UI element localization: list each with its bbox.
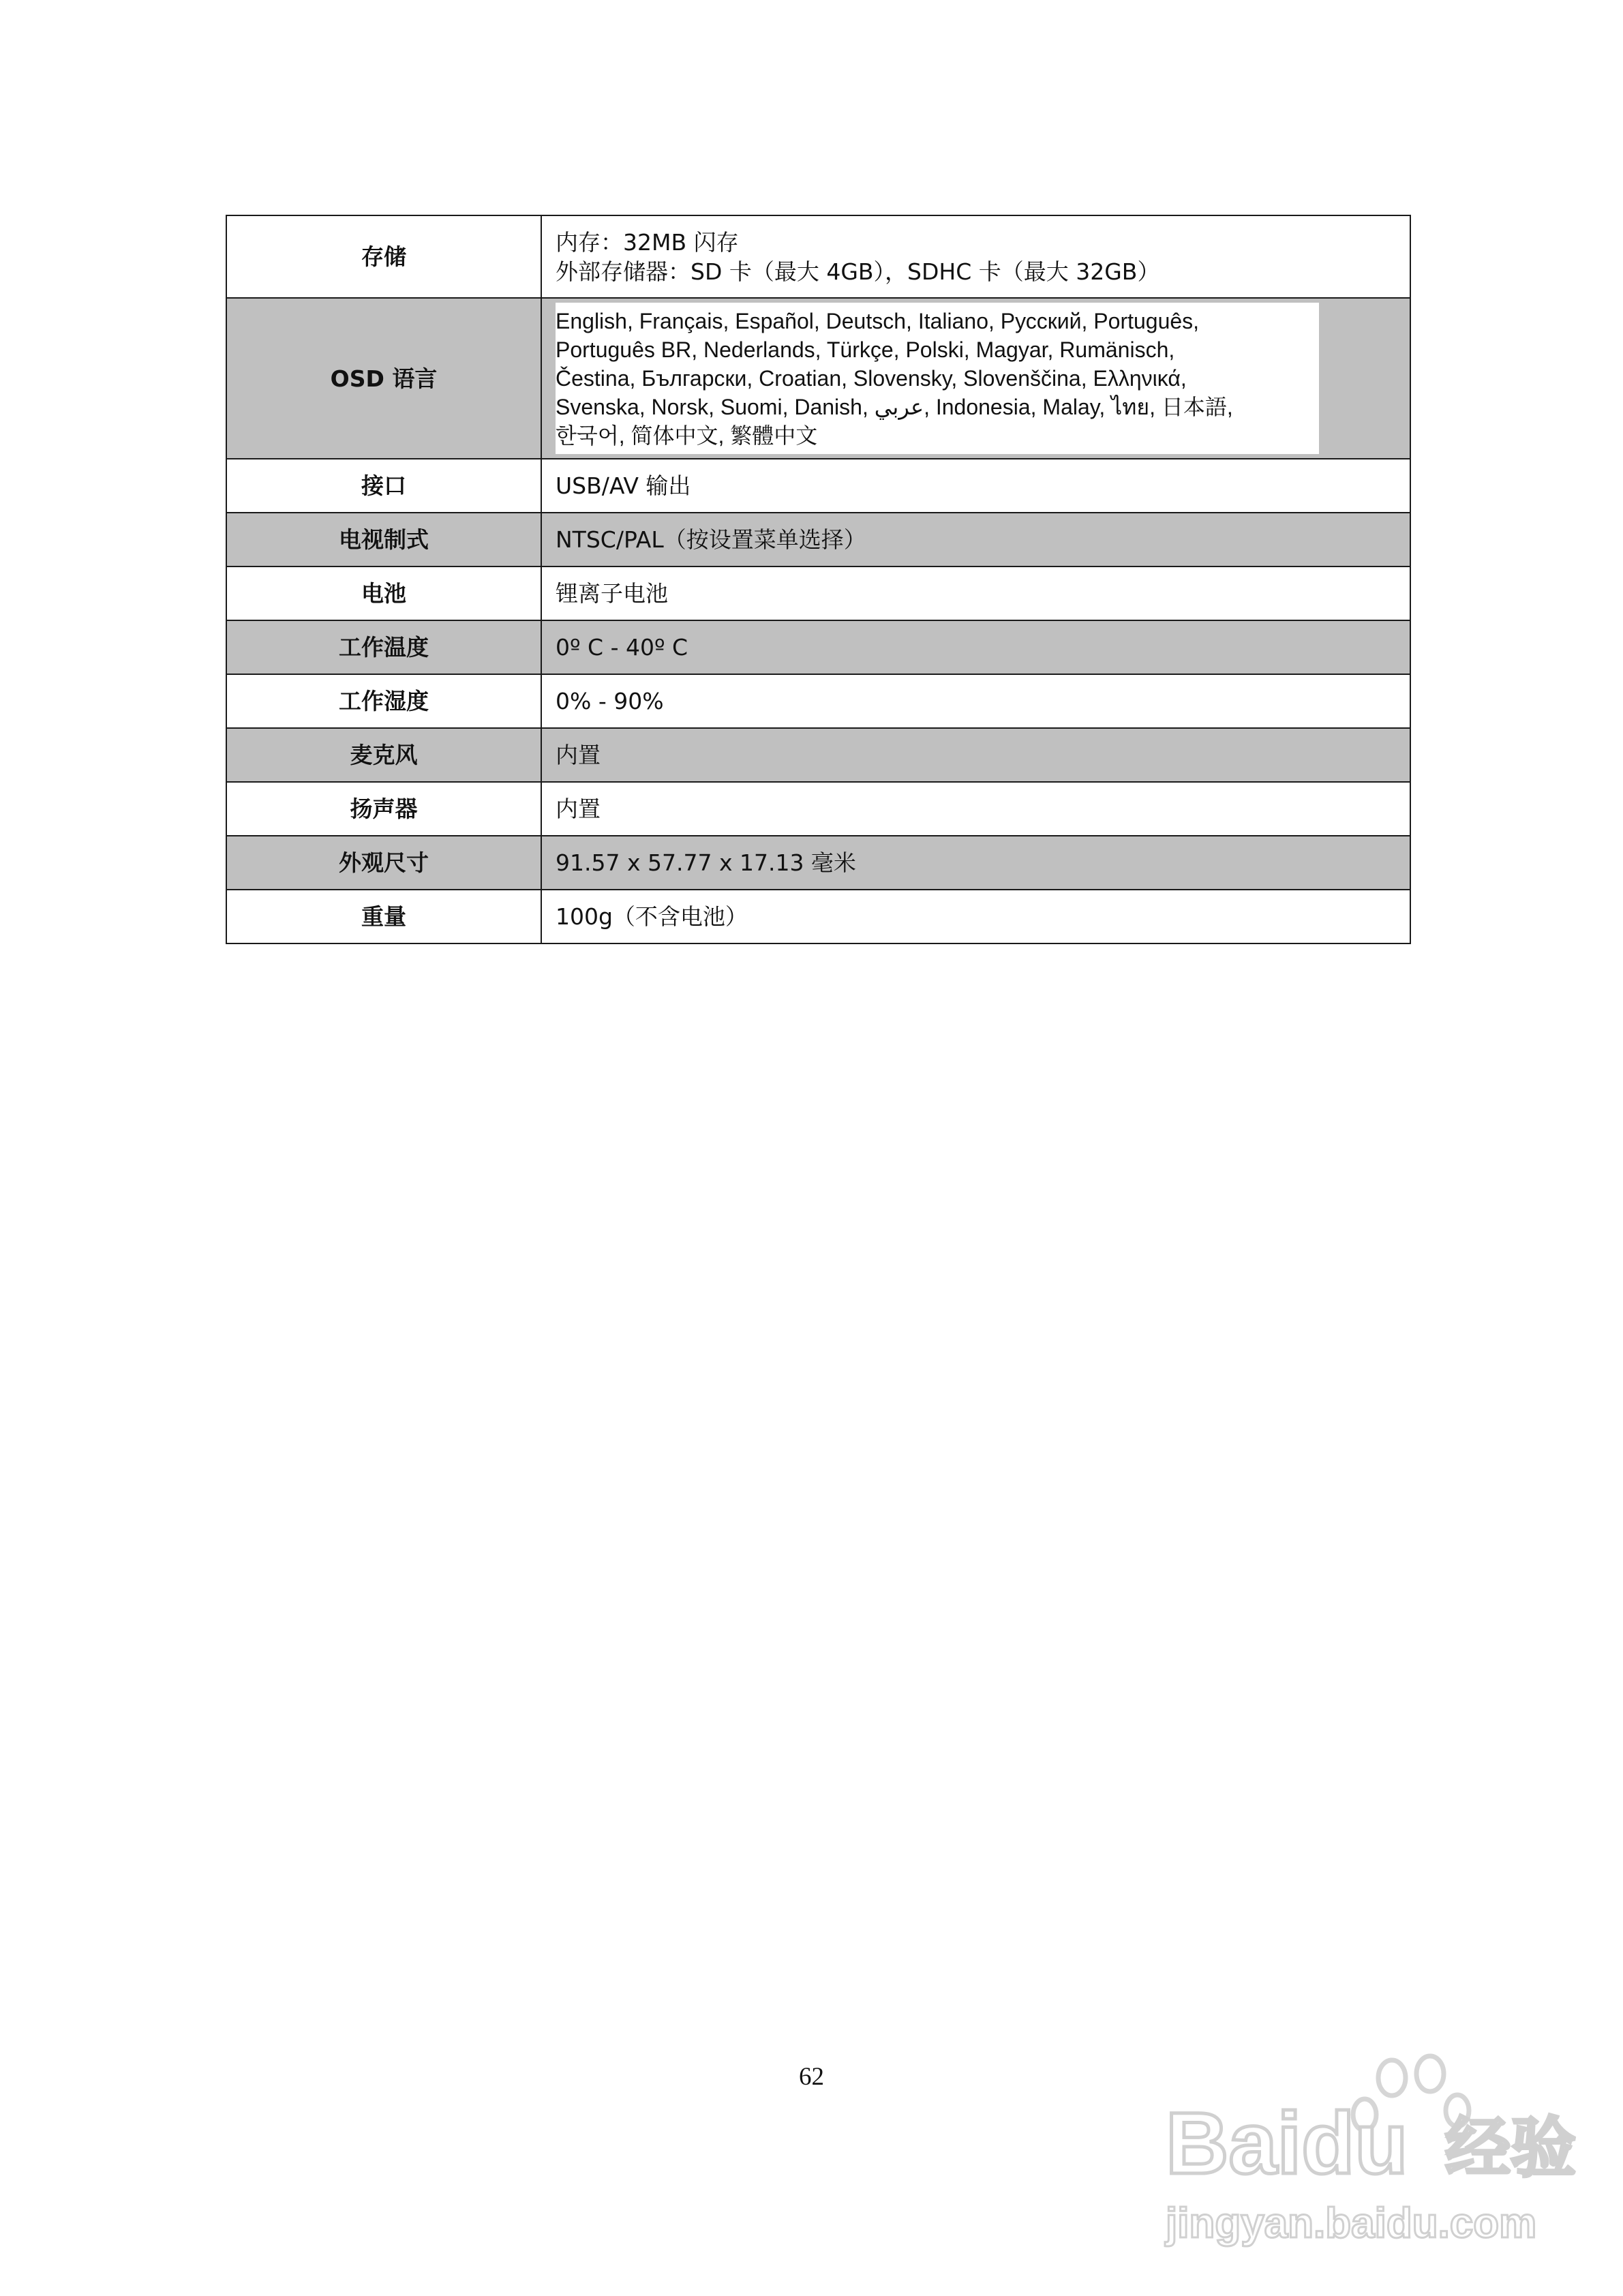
row-label: 工作湿度 xyxy=(226,674,541,728)
row-label: 麦克风 xyxy=(226,728,541,782)
page-number: 62 xyxy=(799,2063,824,2091)
baidu-jingyan-watermark xyxy=(1152,2052,1588,2270)
row-value: 0% - 90% xyxy=(541,674,1410,728)
language-line: English, Français, Español, Deutsch, Italiano, Русский, Português, xyxy=(556,309,1200,333)
table-row-microphone xyxy=(226,728,1410,782)
row-value: 内置 xyxy=(541,782,1410,836)
row-value: 100g（不含电池） xyxy=(541,890,1410,943)
table-row-storage xyxy=(226,215,1410,298)
row-label: 接口 xyxy=(226,459,541,513)
row-value: 0º C - 40º C xyxy=(541,620,1410,674)
row-value: USB/AV 输出 xyxy=(541,459,1410,513)
row-label: 扬声器 xyxy=(226,782,541,836)
row-value: NTSC/PAL（按设置菜单选择） xyxy=(541,513,1410,567)
spec-table xyxy=(226,215,1411,944)
row-value: 内置 xyxy=(541,728,1410,782)
value-line: 外部存储器：SD 卡（最大 4GB），SDHC 卡（最大 32GB） xyxy=(556,258,1160,285)
row-label: 外观尺寸 xyxy=(226,836,541,890)
language-line: 한국어, 简体中文, 繁體中文 xyxy=(556,423,818,448)
row-value: 锂离子电池 xyxy=(541,567,1410,620)
table-row-weight xyxy=(226,890,1410,943)
row-value xyxy=(541,298,1410,459)
row-label: OSD 语言 xyxy=(226,298,541,459)
table-row-battery xyxy=(226,567,1410,620)
table-row-operating-humidity xyxy=(226,674,1410,728)
language-line: Português BR, Nederlands, Türkçe, Polski, Magyar, Rumänisch, xyxy=(556,337,1175,362)
table-row-speaker xyxy=(226,782,1410,836)
table-row-dimensions xyxy=(226,836,1410,890)
row-value: 91.57 x 57.77 x 17.13 毫米 xyxy=(541,836,1410,890)
language-line: Svenska, Norsk, Suomi, Danish, عربي, Indonesia, Malay, ไทย, 日本語, xyxy=(556,395,1233,419)
watermark-url: jingyan.baidu.com xyxy=(1166,2200,1537,2247)
row-label: 电视制式 xyxy=(226,513,541,567)
table-row-interface xyxy=(226,459,1410,513)
table-row-osd-language xyxy=(226,298,1410,459)
watermark-brand-cn: 经验 xyxy=(1445,2110,1576,2186)
row-label: 电池 xyxy=(226,567,541,620)
row-label: 工作温度 xyxy=(226,620,541,674)
row-label: 重量 xyxy=(226,890,541,943)
row-value xyxy=(541,215,1410,298)
language-list xyxy=(556,303,1319,454)
language-line: Čestina, Български, Croatian, Slovensky, Slovenščina, Ελληνικά, xyxy=(556,366,1187,391)
row-label: 存储 xyxy=(226,215,541,298)
table-row-tv-system xyxy=(226,513,1410,567)
watermark-brand: Baidu xyxy=(1166,2095,1408,2192)
value-line: 内存：32MB 闪存 xyxy=(556,228,739,256)
table-row-operating-temperature xyxy=(226,620,1410,674)
